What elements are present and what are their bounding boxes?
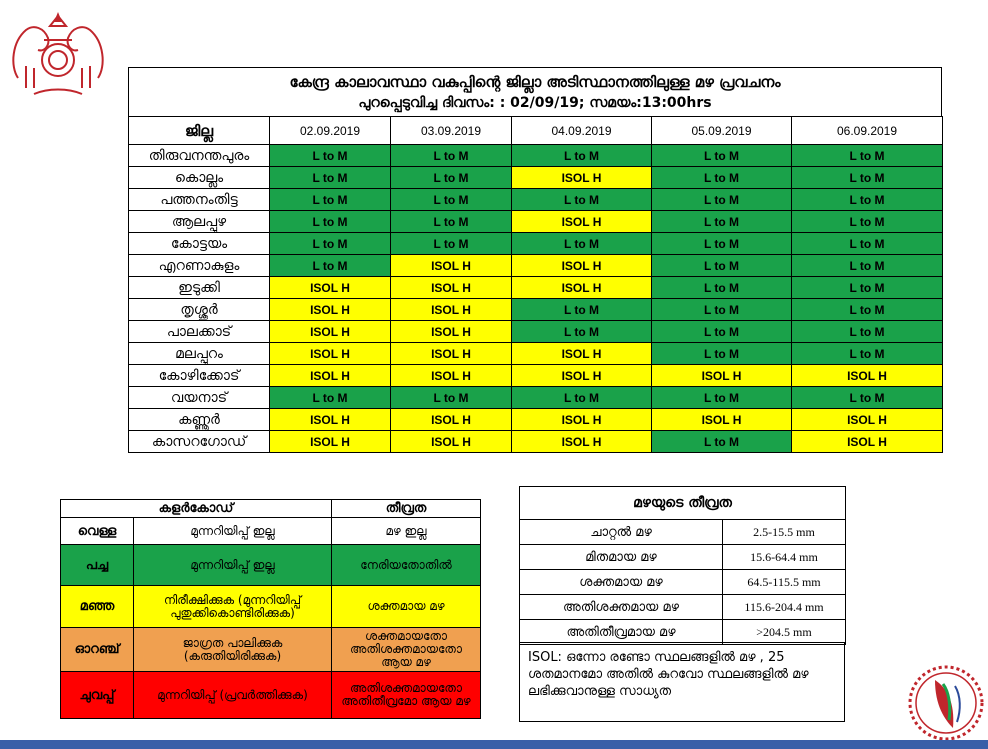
- forecast-row: [129, 365, 943, 387]
- legend-color-name: വെള്ള: [61, 518, 134, 545]
- legend-intensity: നേരിയതോതിൽ: [332, 545, 481, 586]
- legend-intensity: ശക്തമായ മഴ: [332, 586, 481, 628]
- forecast-cell: ISOL H: [652, 409, 792, 431]
- forecast-cell: L to M: [792, 387, 943, 409]
- forecast-cell: ISOL H: [270, 321, 391, 343]
- legend-meaning: മുന്നറിയിപ്പ് ഇല്ല: [134, 545, 332, 586]
- legend-row: [61, 628, 481, 672]
- legend-intensity-header: തീവ്രത: [332, 500, 481, 518]
- date-header: 02.09.2019: [270, 117, 391, 145]
- district-name: തൃശ്ശൂർ: [129, 299, 270, 321]
- forecast-cell: ISOL H: [512, 365, 652, 387]
- rain-range-value: 64.5-115.5 mm: [723, 570, 846, 595]
- rain-intensity-table: [519, 486, 846, 645]
- forecast-cell: L to M: [270, 233, 391, 255]
- issued-date-time: പുറപ്പെടുവിച്ച ദിവസം: : 02/09/19; സമയം:13:00hrs: [358, 95, 712, 111]
- forecast-cell: ISOL H: [512, 431, 652, 453]
- forecast-row: [129, 255, 943, 277]
- legend-row: [61, 518, 481, 545]
- forecast-row: [129, 167, 943, 189]
- forecast-row: [129, 321, 943, 343]
- forecast-cell: ISOL H: [391, 277, 512, 299]
- forecast-cell: ISOL H: [391, 299, 512, 321]
- forecast-title: കേന്ദ്ര കാലാവസ്ഥാ വകുപ്പിന്റെ ജില്ലാ അടിസ്ഥാനത്തിലുള്ള മഴ പ്രവചനം: [289, 73, 781, 91]
- district-name: ആലപ്പുഴ: [129, 211, 270, 233]
- forecast-cell: ISOL H: [391, 321, 512, 343]
- legend-row: [61, 672, 481, 719]
- forecast-cell: L to M: [391, 145, 512, 167]
- forecast-cell: L to M: [652, 189, 792, 211]
- forecast-row: [129, 431, 943, 453]
- forecast-cell: ISOL H: [652, 365, 792, 387]
- legend-meaning: മുന്നറിയിപ്പ് (പ്രവർത്തിക്കുക): [134, 672, 332, 719]
- forecast-cell: L to M: [652, 321, 792, 343]
- forecast-cell: L to M: [652, 167, 792, 189]
- color-code-legend: [60, 499, 481, 719]
- forecast-cell: L to M: [792, 255, 943, 277]
- forecast-cell: L to M: [270, 387, 391, 409]
- forecast-cell: ISOL H: [391, 431, 512, 453]
- forecast-cell: ISOL H: [270, 365, 391, 387]
- forecast-cell: L to M: [391, 167, 512, 189]
- rain-range-value: 15.6-64.4 mm: [723, 545, 846, 570]
- forecast-row: [129, 211, 943, 233]
- legend-intensity: അതിശക്തമായതോ അതിതീവ്രമോ ആയ മഴ: [332, 672, 481, 719]
- forecast-cell: L to M: [792, 233, 943, 255]
- forecast-cell: L to M: [792, 167, 943, 189]
- district-name: കാസറഗോഡ്: [129, 431, 270, 453]
- legend-color-name: പച്ച: [61, 545, 134, 586]
- date-header: 03.09.2019: [391, 117, 512, 145]
- forecast-cell: ISOL H: [270, 431, 391, 453]
- date-header: 06.09.2019: [792, 117, 943, 145]
- forecast-cell: ISOL H: [512, 343, 652, 365]
- forecast-cell: L to M: [512, 321, 652, 343]
- forecast-cell: L to M: [652, 431, 792, 453]
- footer-bar: [0, 740, 988, 749]
- forecast-cell: L to M: [270, 167, 391, 189]
- district-column-header: ജില്ല: [129, 117, 270, 145]
- isol-definition-note: ISOL: ഒന്നോ രണ്ടോ സ്ഥലങ്ങളിൽ മഴ , 25 ശതമാനമോ അതിൽ കുറവോ സ്ഥലങ്ങളിൽ മഴ ലഭിക്കുവാനുള്ള സാധ്യത: [519, 642, 845, 722]
- forecast-row: [129, 409, 943, 431]
- forecast-cell: L to M: [512, 299, 652, 321]
- forecast-row: [129, 299, 943, 321]
- forecast-cell: L to M: [792, 277, 943, 299]
- forecast-cell: L to M: [792, 299, 943, 321]
- district-name: തിരുവനന്തപുരം: [129, 145, 270, 167]
- forecast-row: [129, 387, 943, 409]
- rain-type-label: ശക്തമായ മഴ: [520, 570, 723, 595]
- forecast-cell: ISOL H: [792, 409, 943, 431]
- forecast-cell: L to M: [792, 343, 943, 365]
- forecast-cell: ISOL H: [512, 409, 652, 431]
- forecast-cell: L to M: [652, 343, 792, 365]
- rain-type-label: മിതമായ മഴ: [520, 545, 723, 570]
- district-name: കോട്ടയം: [129, 233, 270, 255]
- legend-meaning: മുന്നറിയിപ്പ് ഇല്ല: [134, 518, 332, 545]
- forecast-cell: L to M: [792, 321, 943, 343]
- ksdma-logo: [905, 662, 987, 744]
- district-name: കൊല്ലം: [129, 167, 270, 189]
- forecast-cell: ISOL H: [512, 255, 652, 277]
- forecast-cell: ISOL H: [512, 277, 652, 299]
- legend-meaning: നിരീക്ഷിക്കുക (മുന്നറിയിപ്പ് പുതുക്കികൊണ്ടിരിക്കുക): [134, 586, 332, 628]
- forecast-cell: ISOL H: [792, 365, 943, 387]
- forecast-cell: ISOL H: [391, 255, 512, 277]
- forecast-cell: L to M: [652, 277, 792, 299]
- forecast-cell: L to M: [391, 233, 512, 255]
- legend-color-code-header: കളർകോഡ്: [61, 500, 332, 518]
- forecast-cell: ISOL H: [270, 343, 391, 365]
- rain-intensity-row: [520, 520, 846, 545]
- forecast-cell: L to M: [652, 211, 792, 233]
- forecast-cell: L to M: [512, 387, 652, 409]
- forecast-cell: L to M: [512, 189, 652, 211]
- forecast-cell: ISOL H: [270, 277, 391, 299]
- forecast-panel: [128, 67, 942, 453]
- forecast-row: [129, 277, 943, 299]
- forecast-cell: ISOL H: [512, 167, 652, 189]
- forecast-cell: L to M: [270, 211, 391, 233]
- forecast-cell: ISOL H: [270, 299, 391, 321]
- rain-intensity-title: മഴയുടെ തീവ്രത: [520, 487, 846, 520]
- forecast-cell: L to M: [270, 189, 391, 211]
- rain-range-value: >204.5 mm: [723, 620, 846, 645]
- legend-meaning: ജാഗ്രത പാലിക്കുക (കരുതിയിരിക്കുക): [134, 628, 332, 672]
- district-name: മലപ്പുറം: [129, 343, 270, 365]
- forecast-cell: L to M: [652, 299, 792, 321]
- legend-color-name: ഓറഞ്ച്: [61, 628, 134, 672]
- district-name: എറണാകുളം: [129, 255, 270, 277]
- forecast-cell: L to M: [652, 145, 792, 167]
- rain-intensity-row: [520, 545, 846, 570]
- district-name: വയനാട്: [129, 387, 270, 409]
- forecast-cell: ISOL H: [512, 211, 652, 233]
- rain-range-value: 2.5-15.5 mm: [723, 520, 846, 545]
- forecast-cell: L to M: [391, 189, 512, 211]
- legend-row: [61, 545, 481, 586]
- forecast-cell: ISOL H: [391, 365, 512, 387]
- forecast-table: [128, 116, 943, 453]
- forecast-cell: L to M: [270, 255, 391, 277]
- forecast-cell: L to M: [652, 233, 792, 255]
- forecast-cell: L to M: [391, 211, 512, 233]
- rain-type-label: അതിതീവ്രമായ മഴ: [520, 620, 723, 645]
- forecast-cell: L to M: [270, 145, 391, 167]
- rain-intensity-row: [520, 570, 846, 595]
- legend-intensity: മഴ ഇല്ല: [332, 518, 481, 545]
- forecast-cell: ISOL H: [391, 409, 512, 431]
- rain-range-value: 115.6-204.4 mm: [723, 595, 846, 620]
- kerala-emblem-logo: [4, 8, 112, 100]
- district-name: പത്തനംതിട്ട: [129, 189, 270, 211]
- district-name: ഇടുക്കി: [129, 277, 270, 299]
- forecast-header-row: [129, 117, 943, 145]
- district-name: കോഴിക്കോട്: [129, 365, 270, 387]
- rain-intensity-row: [520, 620, 846, 645]
- forecast-cell: ISOL H: [391, 343, 512, 365]
- forecast-row: [129, 189, 943, 211]
- forecast-row: [129, 233, 943, 255]
- forecast-cell: L to M: [512, 145, 652, 167]
- forecast-cell: L to M: [652, 255, 792, 277]
- date-header: 05.09.2019: [652, 117, 792, 145]
- forecast-row: [129, 343, 943, 365]
- forecast-cell: ISOL H: [792, 431, 943, 453]
- forecast-cell: L to M: [792, 211, 943, 233]
- date-header: 04.09.2019: [512, 117, 652, 145]
- forecast-title-box: [128, 67, 942, 116]
- rain-type-label: ചാറ്റൽ മഴ: [520, 520, 723, 545]
- rain-intensity-row: [520, 595, 846, 620]
- district-name: പാലക്കാട്: [129, 321, 270, 343]
- forecast-cell: ISOL H: [270, 409, 391, 431]
- legend-intensity: ശക്തമായതോ അതിശക്തമായതോ ആയ മഴ: [332, 628, 481, 672]
- forecast-cell: L to M: [652, 387, 792, 409]
- legend-color-name: മഞ്ഞ: [61, 586, 134, 628]
- district-name: കണ്ണൂർ: [129, 409, 270, 431]
- rain-type-label: അതിശക്തമായ മഴ: [520, 595, 723, 620]
- forecast-row: [129, 145, 943, 167]
- forecast-cell: L to M: [792, 145, 943, 167]
- forecast-cell: L to M: [512, 233, 652, 255]
- forecast-cell: L to M: [391, 387, 512, 409]
- legend-color-name: ചുവപ്പ്: [61, 672, 134, 719]
- legend-row: [61, 586, 481, 628]
- forecast-cell: L to M: [792, 189, 943, 211]
